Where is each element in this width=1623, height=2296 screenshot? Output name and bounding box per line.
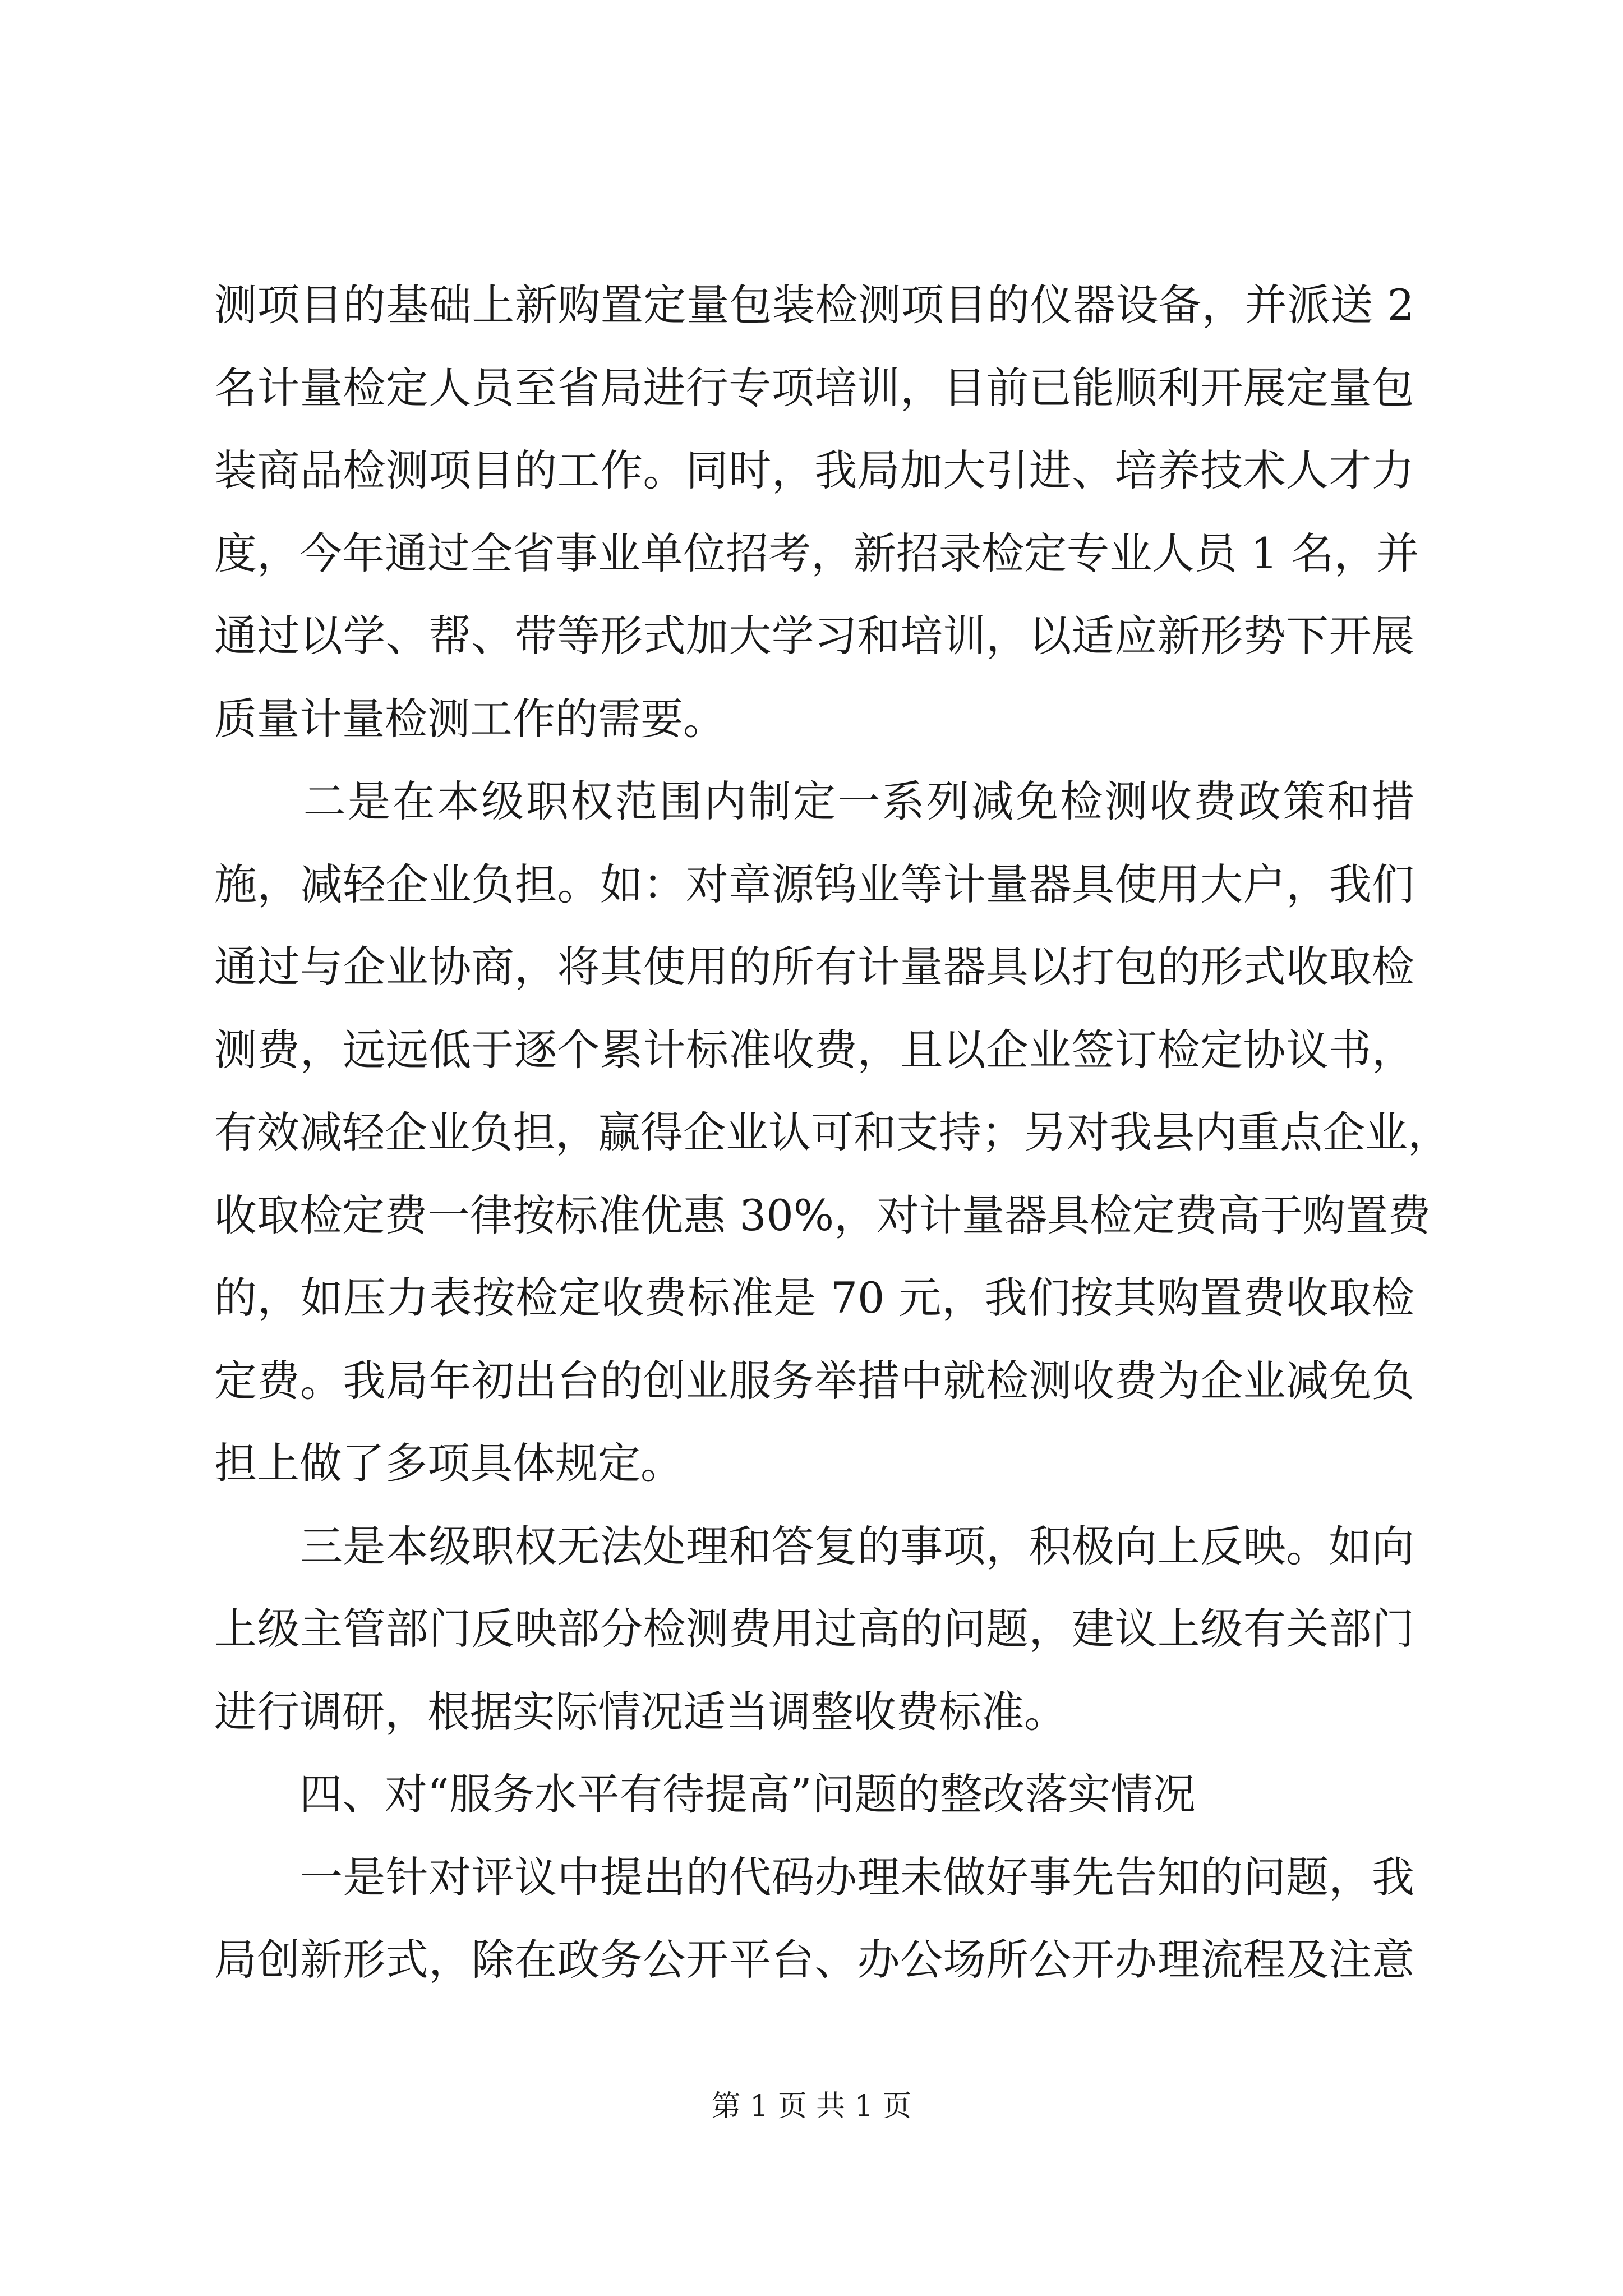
text-line: 通过以学、帮、带等形式加大学习和培训，以适应新形势下开展 — [214, 611, 1414, 661]
text-line: 一是针对评议中提出的代码办理未做好事先告知的问题，我 — [214, 1852, 1414, 1902]
text-line: 测费，远远低于逐个累计标准收费，且以企业签订检定协议书， — [214, 1024, 1414, 1075]
text-line: 担上做了多项具体规定。 — [214, 1438, 683, 1488]
text-line: 的，如压力表按检定收费标准是 70 元，我们按其购置费收取检 — [214, 1273, 1414, 1323]
text-line: 收取检定费一律按标准优惠 30%，对计量器具检定费高于购置费 — [214, 1190, 1431, 1240]
text-line: 上级主管部门反映部分检测费用过高的问题，建议上级有关部门 — [214, 1604, 1414, 1654]
text-line: 定费。我局年初出台的创业服务举措中就检测收费为企业减免负 — [214, 1355, 1414, 1406]
text-line: 度，今年通过全省事业单位招考，新招录检定专业人员 1 名，并 — [214, 528, 1419, 578]
text-line: 名计量检定人员至省局进行专项培训，目前已能顺利开展定量包 — [214, 362, 1414, 413]
text-line: 测项目的基础上新购置定量包装检测项目的仪器设备，并派送 2 — [214, 280, 1414, 330]
text-line: 三是本级职权无法处理和答复的事项，积极向上反映。如向 — [214, 1521, 1414, 1571]
section-heading: 四、对“服务水平有待提高”问题的整改落实情况 — [214, 1769, 1196, 1819]
text-line: 二是在本级职权范围内制定一系列减免检测收费政策和措 — [214, 776, 1414, 826]
body-text — [214, 264, 1450, 2001]
page-footer: 第 1 页 共 1 页 — [711, 2090, 912, 2123]
text-line: 局创新形式，除在政务公开平台、办公场所公开办理流程及注意 — [214, 1935, 1414, 1985]
text-line: 装商品检测项目的工作。同时，我局加大引进、培养技术人才力 — [214, 445, 1414, 495]
text-line: 有效减轻企业负担，赢得企业认可和支持；另对我县内重点企业， — [214, 1107, 1450, 1157]
text-line: 进行调研，根据实际情况适当调整收费标准。 — [214, 1686, 1067, 1737]
text-line: 质量计量检测工作的需要。 — [214, 693, 726, 744]
text-line: 施，减轻企业负担。如：对章源钨业等计量器具使用大户，我们 — [214, 859, 1414, 909]
text-line: 通过与企业协商，将其使用的所有计量器具以打包的形式收取检 — [214, 942, 1414, 992]
